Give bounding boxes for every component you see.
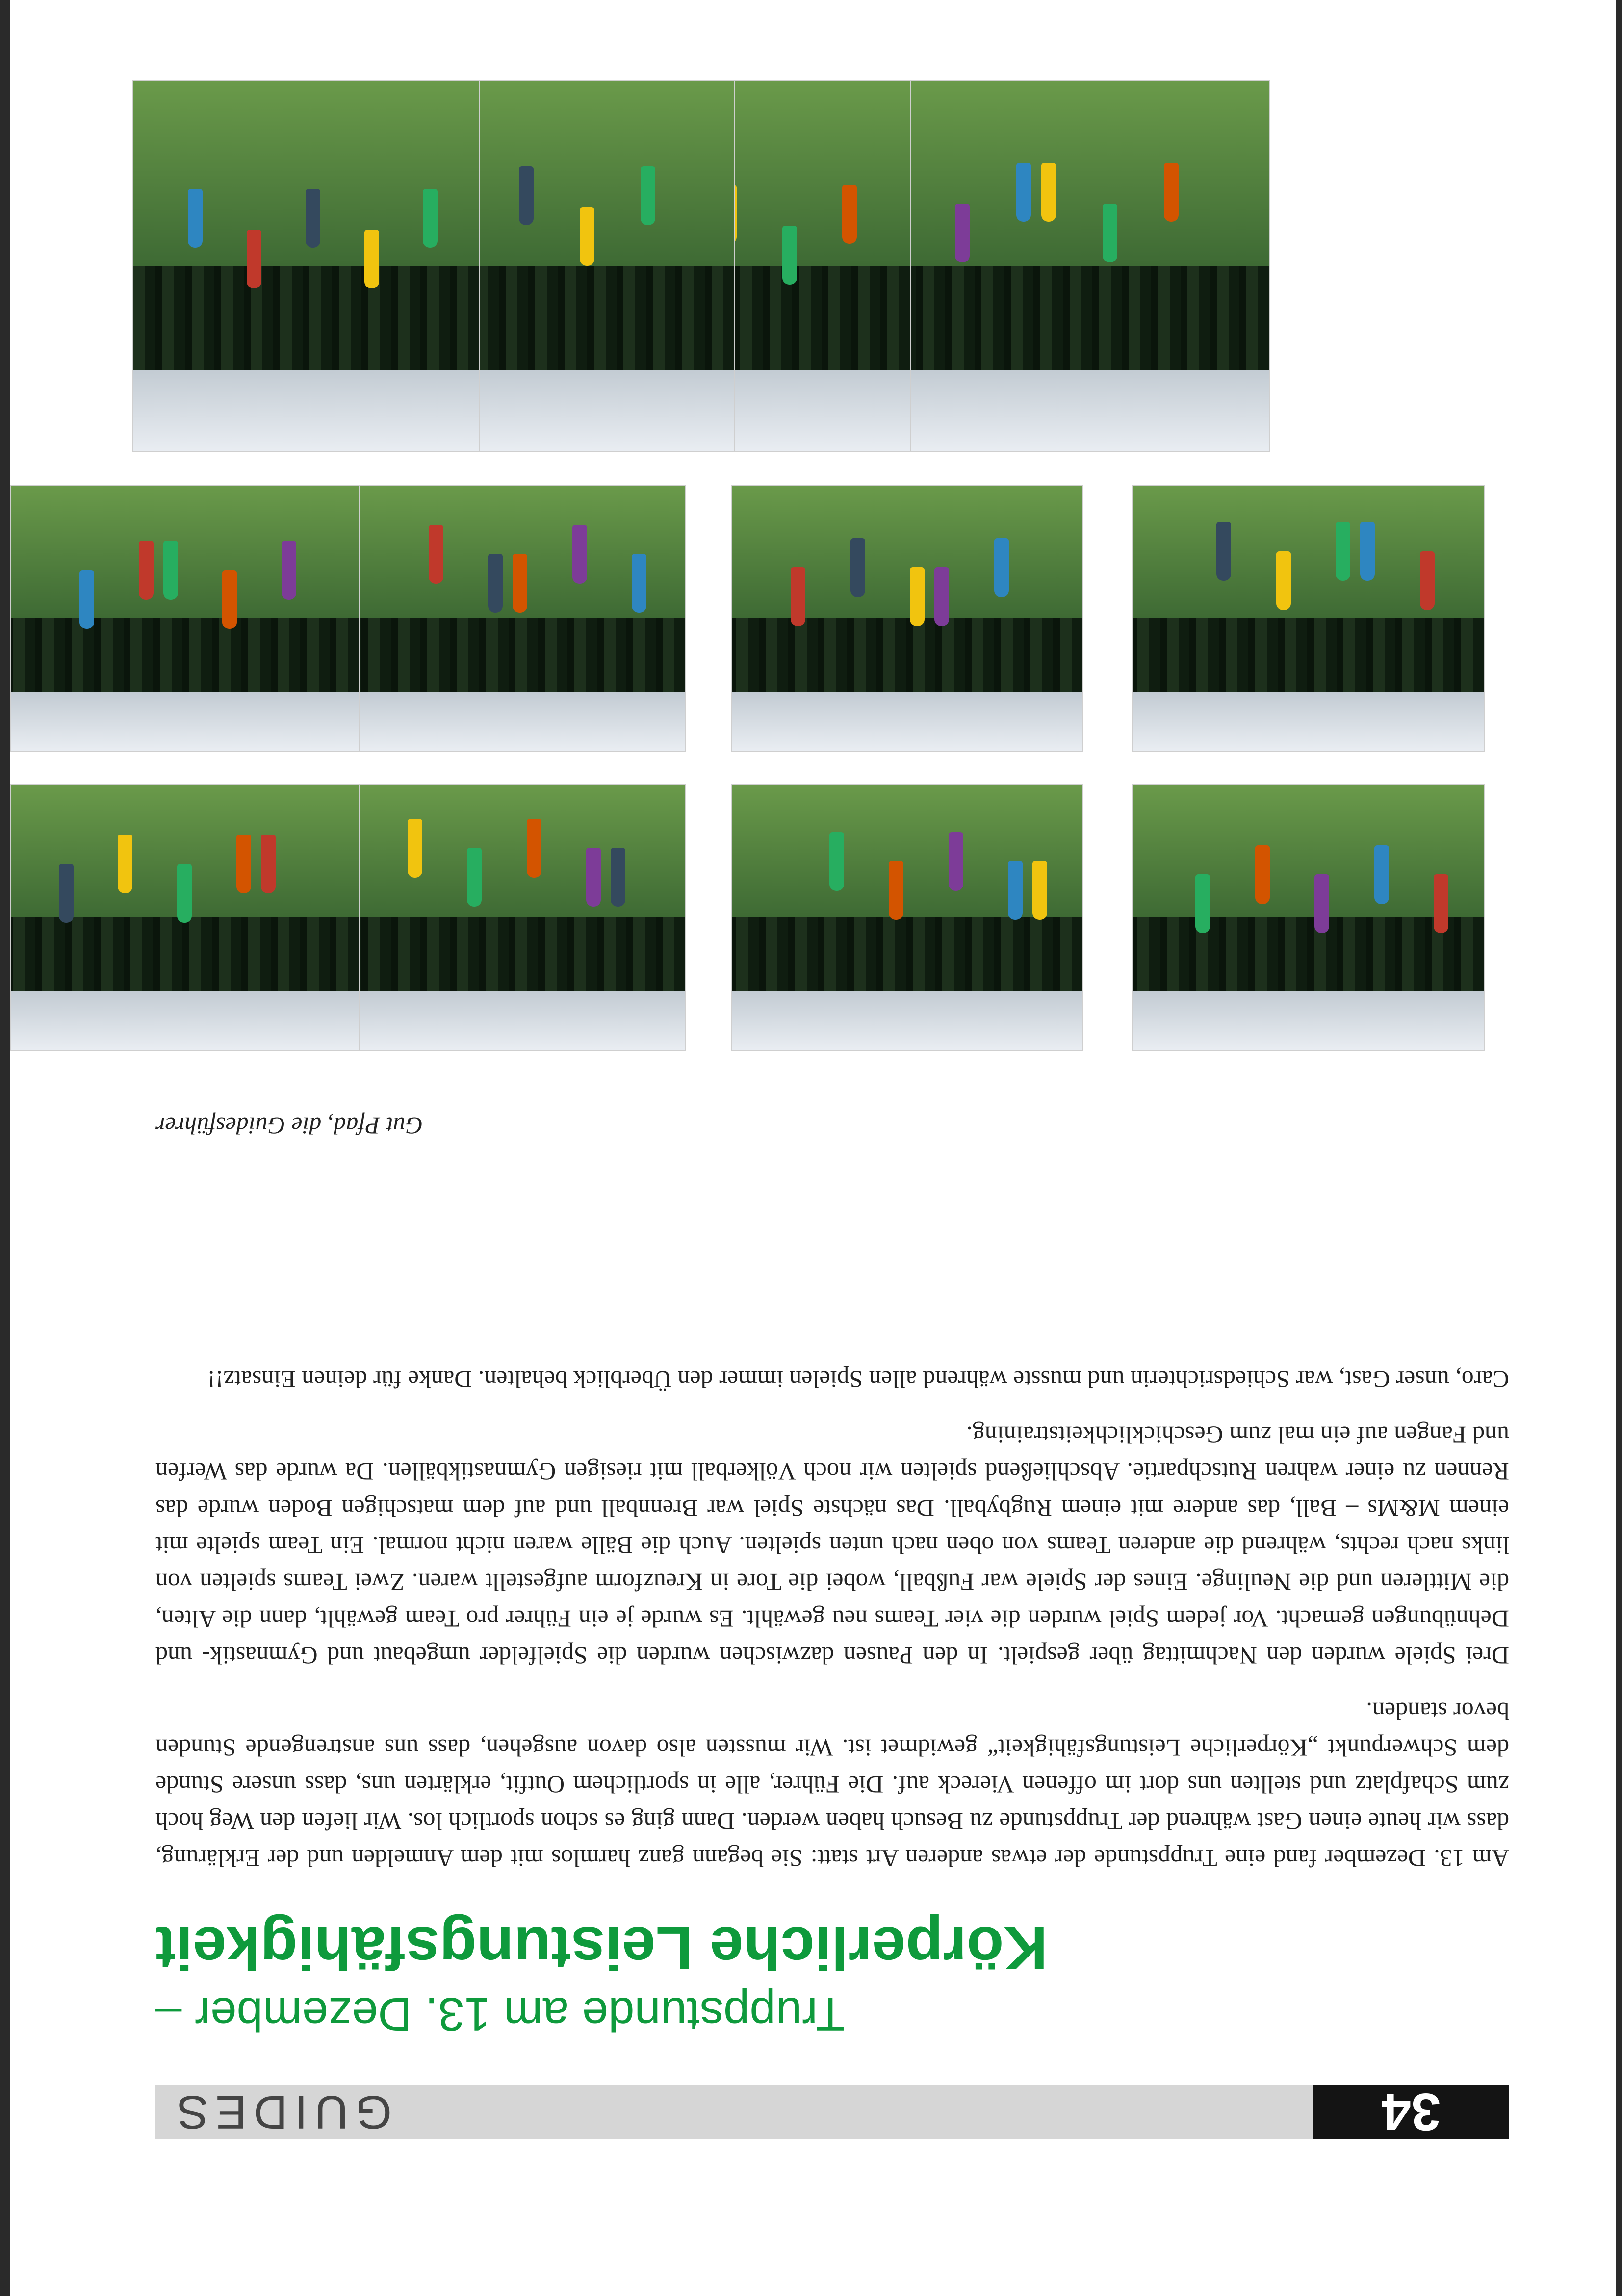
photo-grass	[732, 785, 1082, 917]
photo-trees	[732, 618, 1082, 692]
photo-trees	[335, 917, 685, 991]
photo-person	[188, 189, 203, 248]
photo-person	[572, 525, 587, 584]
scout-photo	[732, 486, 1082, 751]
photo-grass	[1133, 785, 1484, 917]
photo-person	[408, 819, 422, 878]
scout-photo	[1133, 785, 1484, 1050]
article-title-line2: Körperliche Leistungsfähigkeit	[155, 1914, 1048, 1982]
photo-grass	[11, 486, 359, 618]
photo-trees	[133, 266, 479, 370]
scout-photo	[11, 785, 359, 1050]
photo-person	[994, 538, 1009, 597]
photo-person	[364, 230, 379, 288]
scout-photo	[11, 486, 359, 751]
photo-person	[1103, 204, 1117, 262]
photo-trees	[11, 618, 359, 692]
page-number: 34	[1313, 2085, 1509, 2139]
photo-person	[1420, 551, 1435, 610]
article-title-line1: Truppstunde am 13. Dezember –	[155, 1988, 845, 2040]
section-label: GUIDES	[170, 2086, 392, 2139]
photo-trees	[1133, 618, 1484, 692]
photo-person	[1216, 522, 1231, 581]
photo-person	[850, 538, 865, 597]
photo-person	[513, 554, 527, 613]
photo-person	[782, 226, 797, 285]
photo-person	[247, 230, 261, 288]
photo-person	[488, 554, 503, 613]
photo-person	[632, 554, 646, 613]
photo-person	[59, 864, 74, 923]
scout-photo	[335, 785, 685, 1050]
photo-grass	[732, 486, 1082, 618]
scout-photo	[732, 785, 1082, 1050]
photo-person	[910, 567, 925, 626]
photo-person	[139, 541, 154, 600]
photo-person	[934, 567, 949, 626]
photo-person	[1164, 163, 1179, 222]
photo-trees	[335, 618, 685, 692]
photo-person	[1314, 874, 1329, 933]
photo-person	[527, 819, 541, 878]
photo-person	[1033, 861, 1048, 920]
paragraph-thanks: Caro, unser Gast, war Schiedsrichterin und musste während allen Spielen immer den Überblick behalten. Danke für deinen Einsatz!!	[207, 1366, 1509, 1393]
photo-person	[586, 848, 601, 907]
photo-person	[842, 185, 857, 244]
photo-person	[791, 567, 805, 626]
photo-person	[1008, 861, 1023, 920]
photo-person	[177, 864, 192, 923]
article-body	[155, 1342, 1509, 1877]
photo-person	[467, 848, 482, 907]
paragraph-intro: Am 13. Dezember fand eine Truppstunde der etwas anderen Art statt: Sie begann ganz harmlos mit dem Anmelden und der Erklärung, dass wir heute einen Gast während der Truppstunde zu Besuch haben werden. Dann ging es schon sportlich los. Wir liefen den Weg hoch zum Schafplatz und stellten uns dort im offenen Viereck auf. Die Führer, alle in sportlichem Outfit, erklärten uns, dass unsere Stunde dem Schwerpunkt „Körperliche Leistungsfähigkeit“ gewidmet ist. Wir mussten also davon ausgehen, dass uns anstrengende Stunden bevor standen.	[155, 1697, 1509, 1872]
scout-photo	[1133, 486, 1484, 751]
photo-person	[1016, 163, 1031, 222]
photo-person	[611, 848, 625, 907]
photo-grass	[335, 785, 685, 917]
scan-edge-left	[1616, 0, 1622, 2296]
photo-person	[949, 832, 963, 891]
photo-person	[889, 861, 903, 920]
photo-person	[1255, 845, 1270, 904]
photo-person	[519, 166, 534, 225]
photo-person	[955, 204, 970, 262]
photo-trees	[11, 917, 359, 991]
scout-photo	[908, 81, 1269, 451]
photo-trees	[1133, 917, 1484, 991]
scan-edge-right	[0, 0, 10, 2296]
signature: Gut Pfad, die Guidesführer	[155, 1112, 423, 1140]
photo-person	[223, 570, 237, 629]
photo-person	[282, 541, 296, 600]
photo-person	[163, 541, 178, 600]
photo-person	[429, 525, 443, 584]
photo-person	[1041, 163, 1056, 222]
photo-person	[1336, 522, 1350, 581]
scout-photo	[335, 486, 685, 751]
paragraph-games: Drei Spiele wurden den Nachmittag über gespielt. In den Pausen dazwischen wurden die Spielfelder umgebaut und Gymnastik- und Dehnübungen gemacht. Vor jedem Spiel wurden die vier Teams neu gewählt. Es wurde je ein Führer pro Team gewählt, dann die Alten, die Mittleren und die Neulinge. Eines der Spiele war Fußball, wobei die Tore in Kreuzform aufgestellt waren. Zwei Teams spielten von links nach rechts, während die anderen Teams von oben nach unten spielten. Auch die Bälle waren nicht normal. Ein Team spielte mit einem M&Ms – Ball, das andere mit einem Rugbyball. Das nächste Spiel war Brennball und auf dem matschigen Boden wurde das Rennen zu einer wahren Rutschpartie. Abschließend spielten wir noch Völkerball mit riesigen Gymnastikbällen. Da wurde das Werfen und Fangen auf ein mal zum Geschicklichkeitstraining.	[155, 1421, 1509, 1670]
photo-person	[580, 208, 594, 266]
photo-person	[1374, 845, 1389, 904]
photo-person	[306, 189, 320, 248]
photo-person	[236, 835, 251, 893]
photo-person	[1360, 522, 1375, 581]
scout-photo	[133, 81, 479, 451]
photo-person	[1195, 874, 1210, 933]
photo-person	[118, 835, 133, 893]
photo-trees	[732, 917, 1082, 991]
photo-person	[261, 835, 276, 893]
photo-person	[423, 189, 438, 248]
photo-trees	[908, 266, 1269, 370]
photo-person	[641, 166, 655, 225]
photo-person	[1276, 551, 1291, 610]
photo-person	[829, 832, 844, 891]
photo-person	[1434, 874, 1449, 933]
photo-person	[79, 570, 94, 629]
